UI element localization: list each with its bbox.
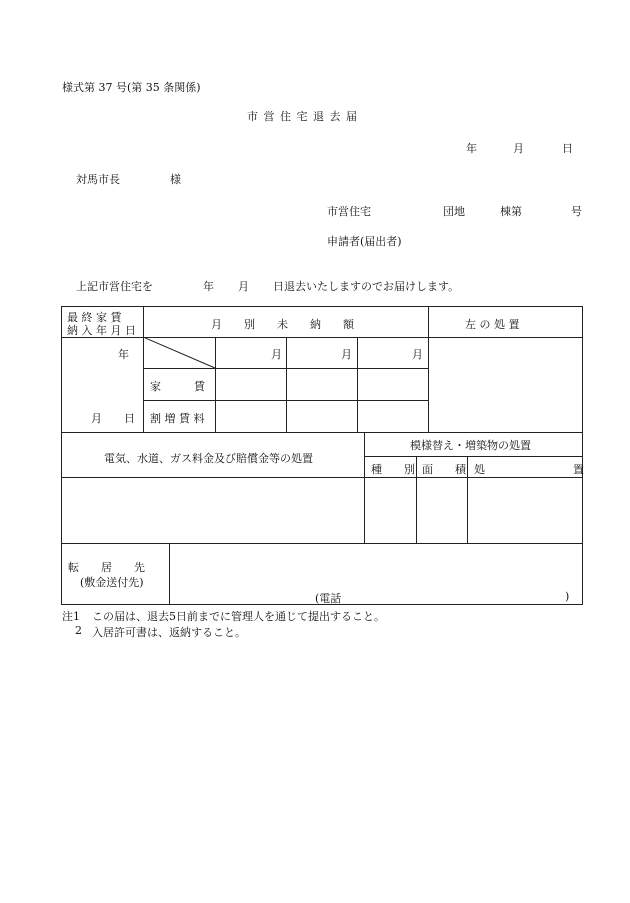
kind-label: 種 別 — [371, 463, 415, 476]
date-year: 年 — [466, 142, 477, 155]
deposit-destination-label: (敷金送付先) — [80, 576, 144, 589]
building-label: 棟第 — [500, 205, 522, 218]
date-day: 日 — [562, 142, 573, 155]
housing-label: 市営住宅 — [327, 205, 371, 218]
table-rule — [467, 456, 468, 543]
remodel-label: 模様替え・増築物の処置 — [410, 439, 531, 452]
honorific: 様 — [170, 173, 181, 186]
last-paid-label-1: 最 終 家 賃 — [67, 311, 122, 324]
table-rule — [61, 543, 583, 544]
notice-month: 月 — [238, 280, 249, 293]
last-paid-label-2: 納 入 年 月 日 — [67, 324, 136, 337]
table-rule — [416, 456, 417, 543]
month-day-label: 月 日 — [91, 412, 135, 425]
table-rule — [428, 306, 429, 432]
table-rule — [61, 337, 583, 338]
addressee: 対馬市長 — [76, 173, 120, 186]
applicant-label: 申請者(届出者) — [327, 235, 402, 248]
table-rule — [364, 432, 365, 543]
phone-label: (電話 — [315, 592, 342, 605]
disposal-label: 処 置 — [474, 463, 584, 476]
monthly-unpaid-header: 月 別 未 納 額 — [211, 318, 354, 331]
page-title: 市 営 住 宅 退 去 届 — [247, 110, 358, 123]
note-1-label: 注1 — [62, 610, 80, 623]
notice-suffix: 日退去いたしますのでお届けします。 — [273, 280, 460, 293]
note-1: この届は、退去5日前までに管理人を通じて提出すること。 — [92, 610, 385, 623]
table-rule — [143, 306, 144, 432]
surcharge-label: 割 増 賃 料 — [150, 412, 205, 425]
area-label: 面 積 — [422, 463, 466, 476]
table-rule — [364, 456, 583, 457]
notice-year: 年 — [203, 280, 214, 293]
phone-close: ) — [565, 590, 570, 603]
note-2-label: 2 — [75, 624, 82, 637]
table-rule — [169, 543, 170, 605]
month-label-3: 月 — [412, 348, 423, 361]
note-2: 入居許可書は、返納すること。 — [92, 626, 246, 639]
notice-prefix: 上記市営住宅を — [76, 280, 153, 293]
left-disposal-header: 左 の 処 置 — [465, 318, 520, 331]
relocation-label: 転 居 先 — [68, 561, 145, 574]
year-label: 年 — [118, 348, 129, 361]
utilities-label: 電気、水道、ガス料金及び賠償金等の処置 — [104, 452, 313, 465]
danchi-label: 団地 — [443, 205, 465, 218]
table-rule — [61, 477, 583, 478]
number-label: 号 — [571, 205, 582, 218]
month-label-1: 月 — [271, 348, 282, 361]
diagonal-rule — [143, 337, 216, 369]
rent-label: 家 賃 — [150, 380, 205, 393]
form-number: 様式第 37 号(第 35 条関係) — [62, 81, 201, 94]
date-month: 月 — [513, 142, 524, 155]
table-rule — [61, 432, 583, 433]
table-rule — [286, 337, 287, 432]
month-label-2: 月 — [341, 348, 352, 361]
table-rule — [357, 337, 358, 432]
